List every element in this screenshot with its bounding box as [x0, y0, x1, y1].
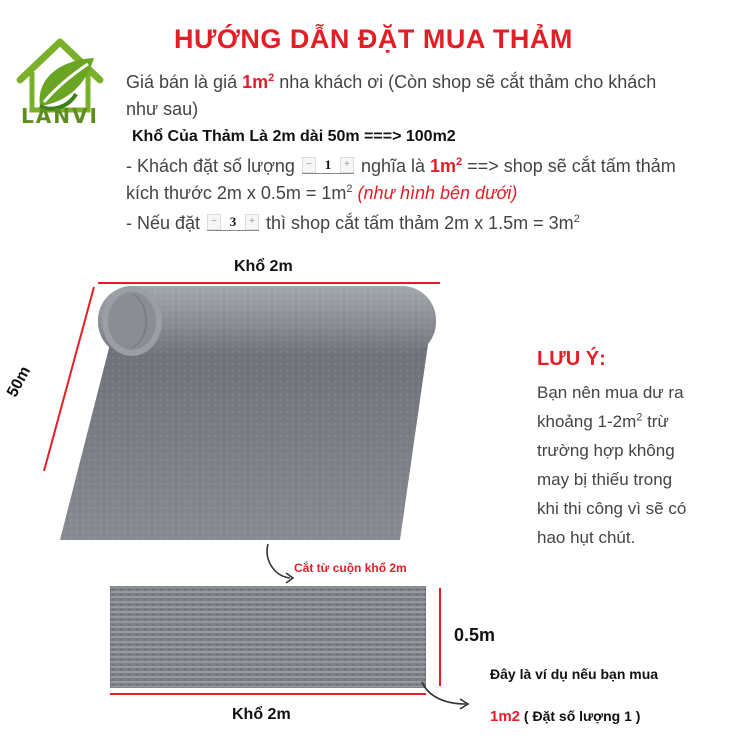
note-title: LƯU Ý:	[537, 348, 606, 370]
intro-line-2: như sau)	[126, 99, 199, 119]
piece-height-label: 0.5m	[454, 625, 496, 645]
plus-icon[interactable]: +	[340, 157, 354, 173]
size-line: Khổ Của Thảm Là 2m dài 50m ===> 100m2	[132, 128, 456, 145]
arrow-icon	[418, 678, 474, 714]
note-line-4: may bị thiếu trong	[537, 470, 673, 489]
quantity-stepper-1[interactable]	[302, 156, 354, 174]
roll-width-label: Khổ 2m	[234, 258, 293, 275]
example-line-1: Đây là ví dụ nếu bạn mua	[490, 666, 659, 682]
note-line-1: Bạn nên mua dư ra	[537, 383, 684, 402]
quantity-value[interactable]: 1	[324, 156, 332, 172]
roll-length-label: 50m	[4, 363, 35, 400]
note-line-5: khi thi công vì sẽ có	[537, 499, 687, 518]
rule-1-line-2: kích thước 2m x $0.5m = 1m^2$ (như hình bên dưới)	[126, 183, 518, 203]
logo-text: LANVI	[21, 104, 99, 128]
page-title: HƯỚNG DẪN ĐẶT MUA THẢM	[174, 24, 573, 54]
piece-width-line	[110, 690, 426, 698]
piece-width-label: Khổ 2m	[232, 706, 291, 723]
carpet-piece-image	[110, 586, 426, 688]
quantity-value[interactable]: 3	[229, 213, 237, 229]
rule-2-line: - Nếu đặt − 3 + thì shop cắt tấm thảm 2m x $1.5m = 3m^2$	[126, 213, 580, 233]
cut-label: Cắt từ cuộn khổ 2m	[294, 561, 407, 575]
note-line-3: trường hợp không	[537, 441, 675, 460]
plus-icon[interactable]: +	[245, 214, 259, 230]
rule-1-line-1: - Khách đặt số lượng − 1 + nghĩa là $1m^2$ ==> shop sẽ cắt tấm thảm	[126, 156, 676, 176]
note-line-2: khoảng $1-2m^2$ trừ	[537, 411, 669, 431]
note-text	[537, 378, 737, 552]
curved-arrow-icon	[262, 540, 298, 590]
note-line-6: hao hụt chút.	[537, 528, 636, 547]
intro-line-1: Giá bán là giá $1m^2$ nha khách ơi (Còn shop sẽ cắt thảm cho khách	[126, 72, 657, 92]
minus-icon[interactable]: −	[302, 157, 316, 173]
carpet-roll-image	[40, 272, 500, 552]
quantity-stepper-3[interactable]	[207, 213, 259, 231]
piece-height-line	[436, 588, 444, 686]
example-line-2: 1m2 ( Đặt số lượng 1 )	[490, 708, 641, 725]
minus-icon[interactable]: −	[207, 214, 221, 230]
